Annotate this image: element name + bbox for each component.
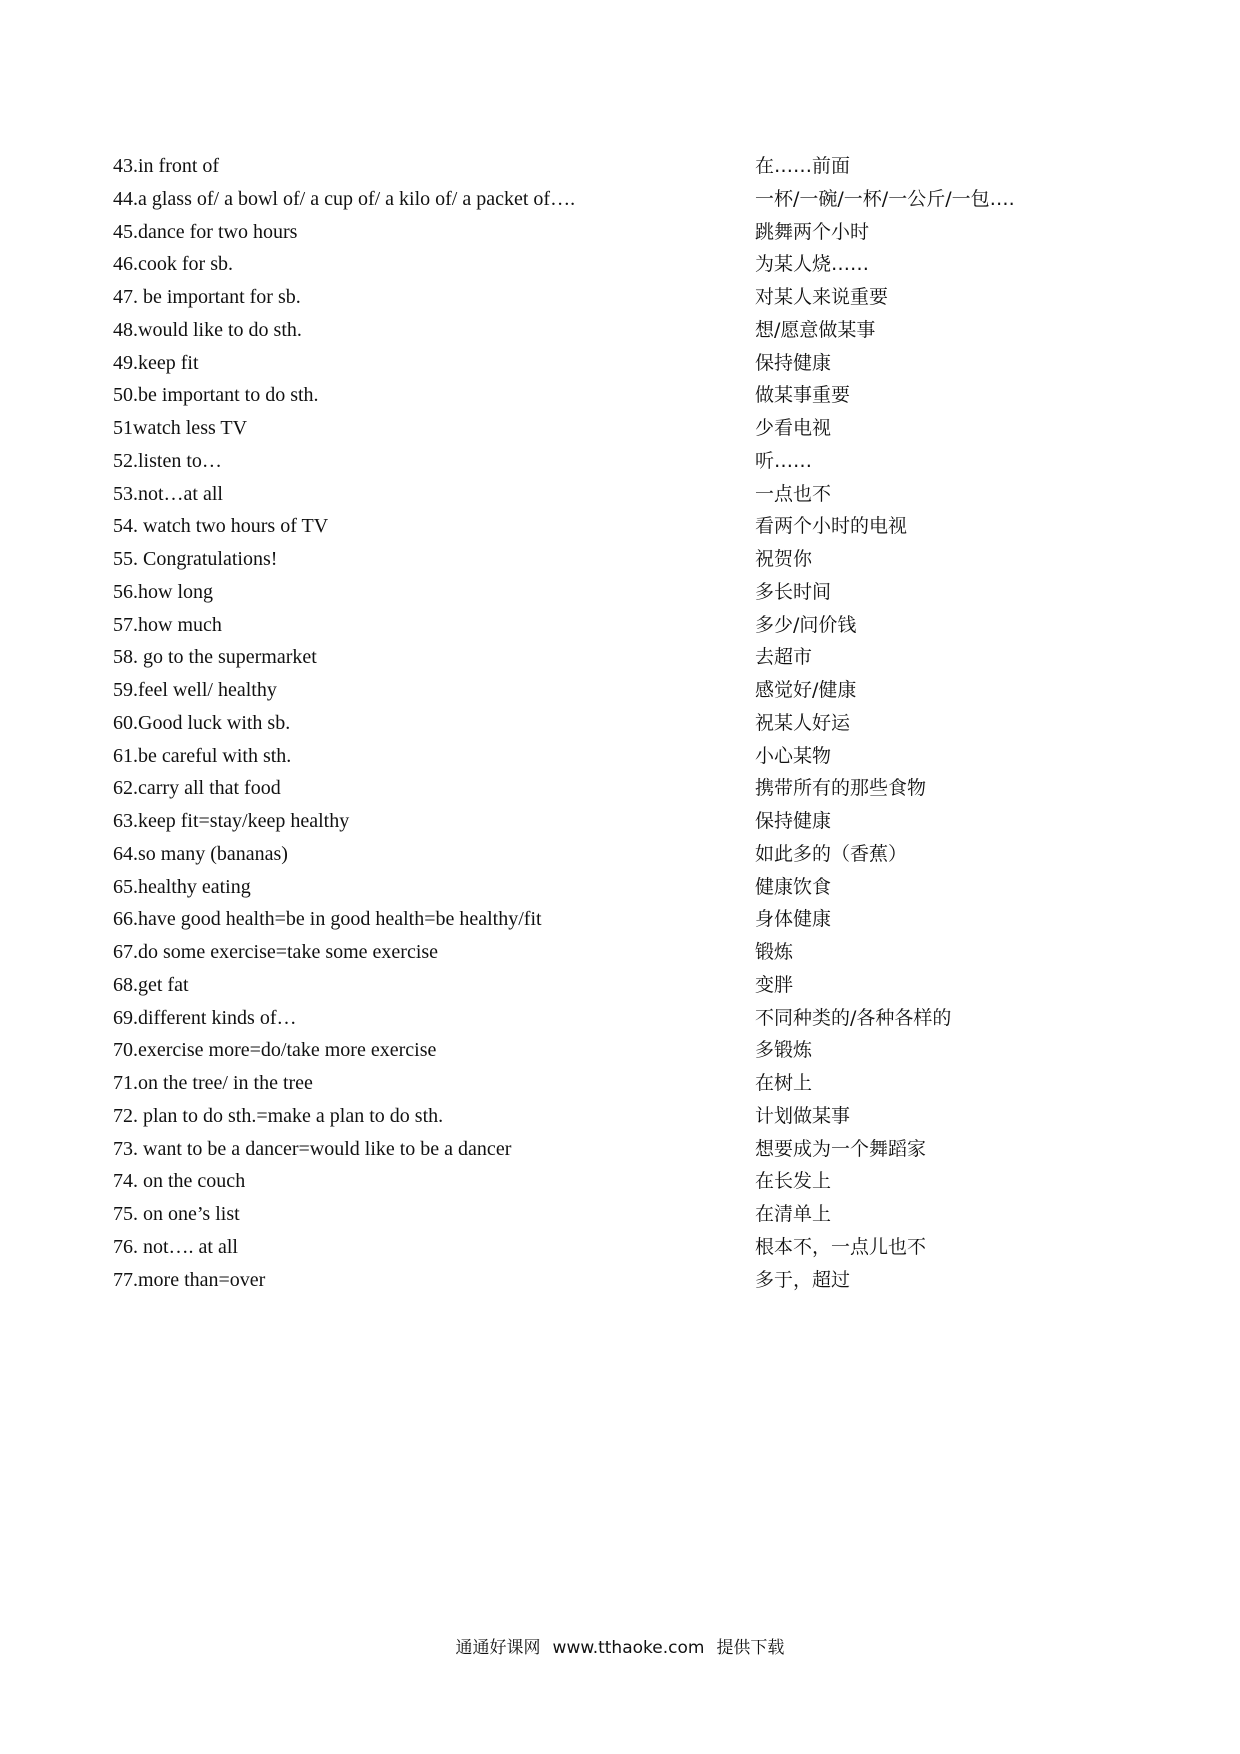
phrase-row [113, 1165, 1123, 1198]
phrase-english: 69.different kinds of… [113, 1006, 297, 1029]
phrase-chinese: 感觉好/健康 [755, 679, 857, 701]
phrase-english: 57.how much [113, 613, 222, 636]
phrase-english: 53.not…at all [113, 482, 223, 505]
phrase-row [113, 150, 1123, 183]
phrase-english: 72. plan to do sth.=make a plan to do sth. [113, 1104, 444, 1127]
phrase-chinese: 想要成为一个舞蹈家 [755, 1137, 927, 1160]
phrase-chinese: 去超市 [755, 646, 813, 669]
phrase-chinese: 听…… [755, 449, 813, 472]
phrase-english: 63.keep fit=stay/keep healthy [113, 810, 350, 832]
phrase-english: 77.more than=over [113, 1268, 266, 1291]
phrase-english: 74. on the couch [113, 1170, 246, 1193]
phrase-chinese: 一点也不 [755, 482, 832, 505]
phrase-chinese: 在长发上 [755, 1170, 832, 1193]
phrase-english: 55. Congratulations! [113, 548, 278, 570]
phrase-row [113, 216, 1123, 249]
phrase-row [113, 740, 1123, 773]
phrase-english: 62.carry all that food [113, 777, 281, 800]
phrase-english: 43.in front of [113, 155, 220, 177]
phrase-chinese: 身体健康 [755, 908, 832, 931]
phrase-row [113, 183, 1123, 216]
phrase-english: 48.would like to do sth. [113, 318, 302, 341]
phrase-english: 73. want to be a dancer=would like to be a dancer [113, 1137, 512, 1160]
phrase-english: 44.a glass of/ a bowl of/ a cup of/ a kilo of/ a packet of…. [113, 187, 576, 210]
phrase-row [113, 936, 1123, 969]
phrase-english: 68.get fat [113, 973, 189, 996]
phrase-chinese: 保持健康 [755, 810, 832, 832]
phrase-chinese: 多于，超过 [755, 1268, 851, 1291]
phrase-row [113, 871, 1123, 904]
phrase-row [113, 1231, 1123, 1264]
phrase-english: 61.be careful with sth. [113, 744, 292, 767]
phrase-row [113, 379, 1123, 412]
phrase-row [113, 674, 1123, 707]
phrase-row [113, 609, 1123, 642]
phrase-english: 47. be important for sb. [113, 286, 301, 308]
phrase-row [113, 1100, 1123, 1133]
phrase-chinese: 如此多的（香蕉） [755, 842, 908, 865]
phrase-english: 54. watch two hours of TV [113, 515, 329, 538]
phrase-chinese: 多锻炼 [755, 1039, 813, 1062]
phrase-english: 66.have good health=be in good health=be healthy/fit [113, 908, 542, 931]
phrase-english: 51watch less TV [113, 417, 248, 439]
phrase-chinese: 一杯/一碗/一杯/一公斤/一包…. [755, 187, 1015, 210]
phrase-row [113, 314, 1123, 347]
phrase-row [113, 1264, 1123, 1297]
phrase-chinese: 祝某人好运 [755, 711, 851, 734]
phrase-english: 75. on one’s list [113, 1203, 240, 1225]
phrase-english: 64.so many (bananas) [113, 842, 288, 865]
phrase-row [113, 1034, 1123, 1067]
phrase-english: 56.how long [113, 580, 213, 603]
footer-site-name: 通通好课网 [455, 1638, 541, 1658]
phrase-english: 46.cook for sb. [113, 253, 233, 276]
phrase-row [113, 805, 1123, 838]
phrase-row [113, 478, 1123, 511]
phrase-row [113, 412, 1123, 445]
page-footer [0, 1636, 1240, 1660]
phrase-row [113, 347, 1123, 380]
phrase-chinese: 祝贺你 [755, 548, 813, 570]
phrase-row [113, 969, 1123, 1002]
phrase-english: 50.be important to do sth. [113, 384, 319, 407]
phrase-chinese: 在……前面 [755, 155, 851, 177]
phrase-english: 76. not…. at all [113, 1235, 238, 1258]
phrase-english: 71.on the tree/ in the tree [113, 1072, 313, 1094]
phrase-chinese: 在树上 [755, 1072, 813, 1094]
phrase-english: 59.feel well/ healthy [113, 679, 277, 701]
phrase-row [113, 543, 1123, 576]
phrase-row [113, 707, 1123, 740]
phrase-chinese: 健康饮食 [755, 875, 832, 898]
phrase-list [113, 150, 1123, 1296]
phrase-english: 60.Good luck with sb. [113, 711, 291, 734]
phrase-chinese: 小心某物 [755, 744, 832, 767]
phrase-row [113, 772, 1123, 805]
phrase-row [113, 281, 1123, 314]
phrase-english: 58. go to the supermarket [113, 646, 317, 669]
phrase-english: 45.dance for two hours [113, 220, 298, 243]
phrase-chinese: 保持健康 [755, 351, 832, 374]
phrase-row [113, 903, 1123, 936]
footer-url: www.tthaoke.com [552, 1638, 705, 1658]
phrase-row [113, 1002, 1123, 1035]
phrase-row [113, 1198, 1123, 1231]
phrase-english: 65.healthy eating [113, 875, 251, 898]
phrase-chinese: 少看电视 [755, 417, 832, 439]
phrase-english: 49.keep fit [113, 351, 199, 374]
phrase-chinese: 多长时间 [755, 580, 832, 603]
phrase-chinese: 对某人来说重要 [755, 286, 889, 308]
phrase-chinese: 多少/问价钱 [755, 613, 857, 636]
phrase-row [113, 838, 1123, 871]
phrase-row [113, 1133, 1123, 1166]
phrase-english: 70.exercise more=do/take more exercise [113, 1039, 437, 1062]
phrase-chinese: 跳舞两个小时 [755, 220, 870, 243]
phrase-chinese: 为某人烧…… [755, 253, 870, 276]
phrase-chinese: 计划做某事 [755, 1104, 851, 1127]
phrase-chinese: 携带所有的那些食物 [755, 777, 927, 800]
phrase-chinese: 锻炼 [755, 941, 794, 963]
phrase-row [113, 576, 1123, 609]
phrase-row [113, 248, 1123, 281]
phrase-chinese: 想/愿意做某事 [755, 318, 876, 341]
phrase-row [113, 641, 1123, 674]
phrase-english: 52.listen to… [113, 449, 222, 472]
phrase-english: 67.do some exercise=take some exercise [113, 941, 439, 963]
phrase-chinese: 变胖 [755, 973, 794, 996]
phrase-chinese: 看两个小时的电视 [755, 515, 908, 538]
phrase-chinese: 不同种类的/各种各样的 [755, 1006, 952, 1029]
footer-note: 提供下载 [716, 1638, 785, 1658]
phrase-row [113, 445, 1123, 478]
phrase-row [113, 1067, 1123, 1100]
phrase-chinese: 在清单上 [755, 1203, 832, 1225]
phrase-chinese: 做某事重要 [755, 384, 851, 407]
phrase-chinese: 根本不，一点儿也不 [755, 1235, 927, 1258]
phrase-row [113, 510, 1123, 543]
